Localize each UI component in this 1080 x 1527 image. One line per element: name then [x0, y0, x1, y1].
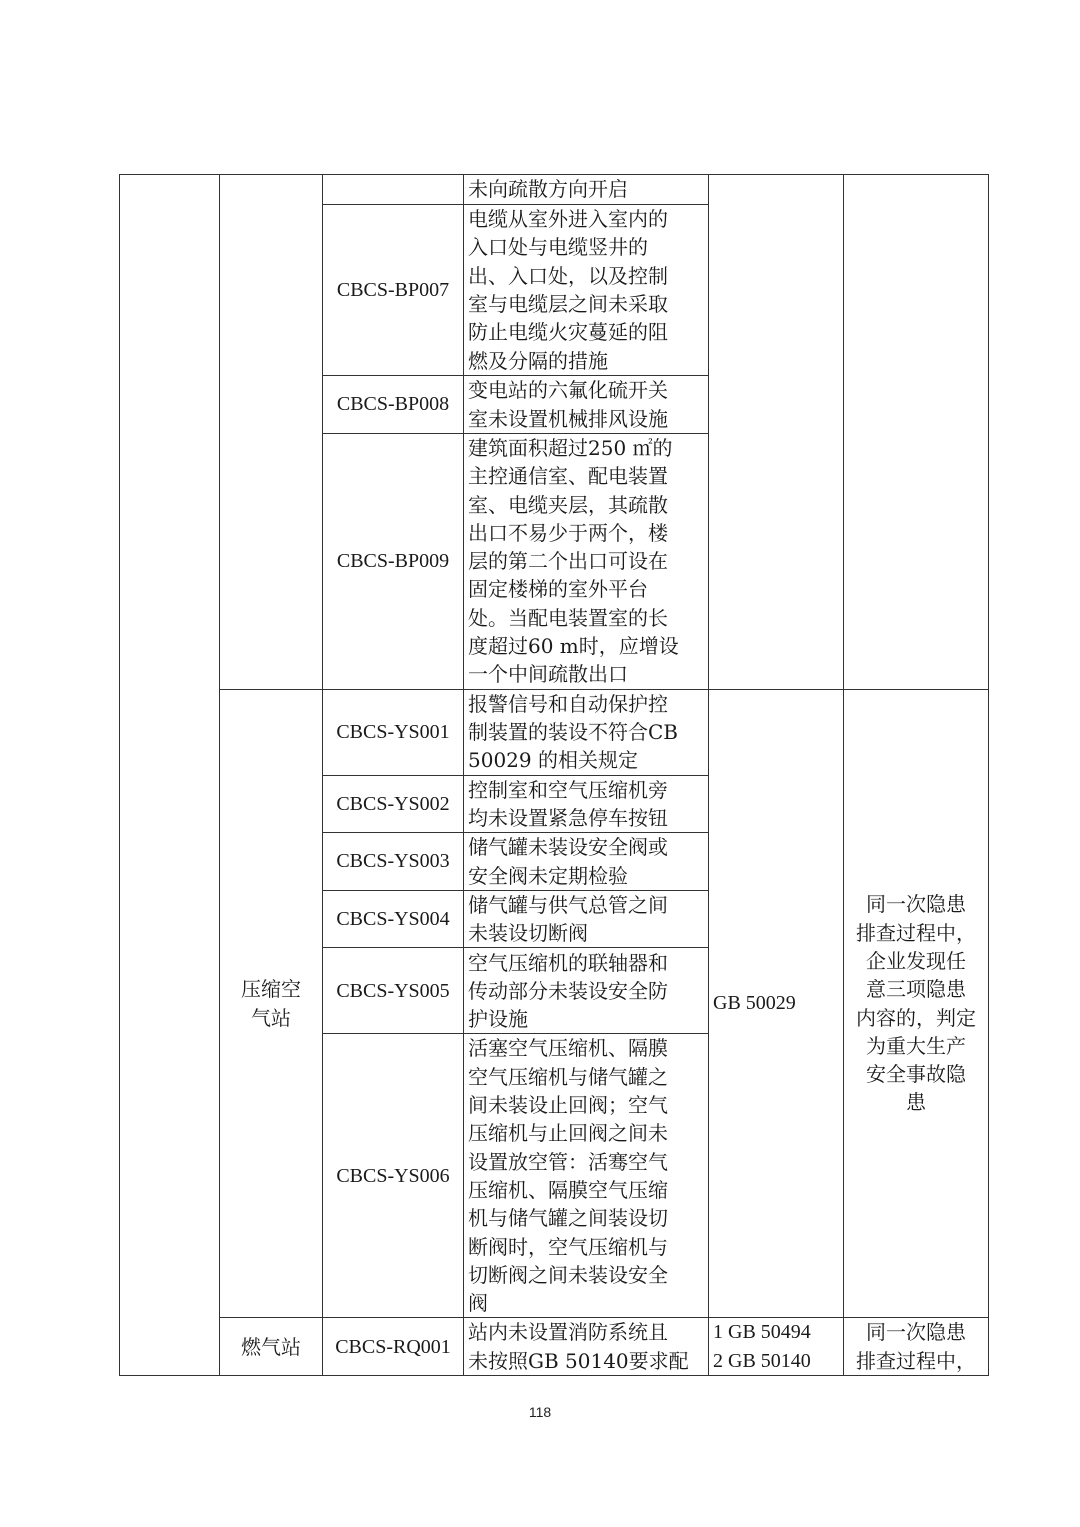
code-cell: CBCS-RQ001 [323, 1318, 464, 1376]
code-cell: CBCS-YS001 [323, 689, 464, 775]
area-cell [220, 175, 323, 690]
desc-cell: 储气罐未装设安全阀或 安全阀未定期检验 [464, 833, 709, 891]
code-cell: CBCS-YS006 [323, 1034, 464, 1318]
code-cell: CBCS-YS003 [323, 833, 464, 891]
desc-cell: 未向疏散方向开启 [464, 175, 709, 205]
area-cell: 压缩空 气站 [220, 689, 323, 1318]
desc-cell: 变电站的六氟化硫开关 室未设置机械排风设施 [464, 376, 709, 434]
table-row [120, 175, 989, 205]
desc-cell: 活塞空气压缩机、隔膜 空气压缩机与储气罐之 间未装设止回阀；空气 压缩机与止回阀之间未 设置放空管：活骞空气 压缩机、隔膜空气压缩 机与储气罐之间装设切 断阀时，空气压缩机与 切断阀之间未装设安全 阀 [464, 1034, 709, 1318]
page-number: 118 [528, 1404, 552, 1420]
desc-cell: 建筑面积超过250 ㎡的 主控通信室、配电装置 室、电缆夹层，其疏散 出口不易少于两个，楼 层的第二个出口可设在 固定楼梯的室外平台 处。当配电装置室的长 度超过60 m时，应增设 一个中间疏散出口 [464, 434, 709, 690]
code-cell [323, 175, 464, 205]
hazard-table [119, 174, 989, 1376]
code-cell: CBCS-YS005 [323, 948, 464, 1034]
desc-cell: 报警信号和自动保护控 制装置的装设不符合CB 50029 的相关规定 [464, 689, 709, 775]
desc-cell: 储气罐与供气总管之间 未装设切断阀 [464, 890, 709, 948]
category-cell [120, 175, 220, 1376]
judgement-cell: 同一次隐患 排查过程中， 企业发现任 意三项隐患 内容的，判定 为重大生产 安全事故隐 患 [844, 689, 989, 1318]
table-row [120, 689, 989, 775]
desc-cell: 控制室和空气压缩机旁 均未设置紧急停车按钮 [464, 775, 709, 833]
code-cell: CBCS-BP008 [323, 376, 464, 434]
table-row [120, 1318, 989, 1376]
standard-cell: 1 GB 50494 2 GB 50140 [709, 1318, 844, 1376]
desc-cell: 站内未设置消防系统且 未按照GB 50140要求配 [464, 1318, 709, 1376]
judgement-cell [844, 175, 989, 690]
code-cell: CBCS-BP007 [323, 205, 464, 376]
code-cell: CBCS-BP009 [323, 434, 464, 690]
judgement-cell: 同一次隐患 排查过程中， [844, 1318, 989, 1376]
desc-cell: 电缆从室外进入室内的 入口处与电缆竖井的 出、入口处，以及控制 室与电缆层之间未采取 防止电缆火灾蔓延的阻 燃及分隔的措施 [464, 205, 709, 376]
desc-cell: 空气压缩机的联轴器和 传动部分未装设安全防 护设施 [464, 948, 709, 1034]
standard-cell [709, 175, 844, 690]
area-cell: 燃气站 [220, 1318, 323, 1376]
code-cell: CBCS-YS002 [323, 775, 464, 833]
standard-cell: GB 50029 [709, 689, 844, 1318]
code-cell: CBCS-YS004 [323, 890, 464, 948]
